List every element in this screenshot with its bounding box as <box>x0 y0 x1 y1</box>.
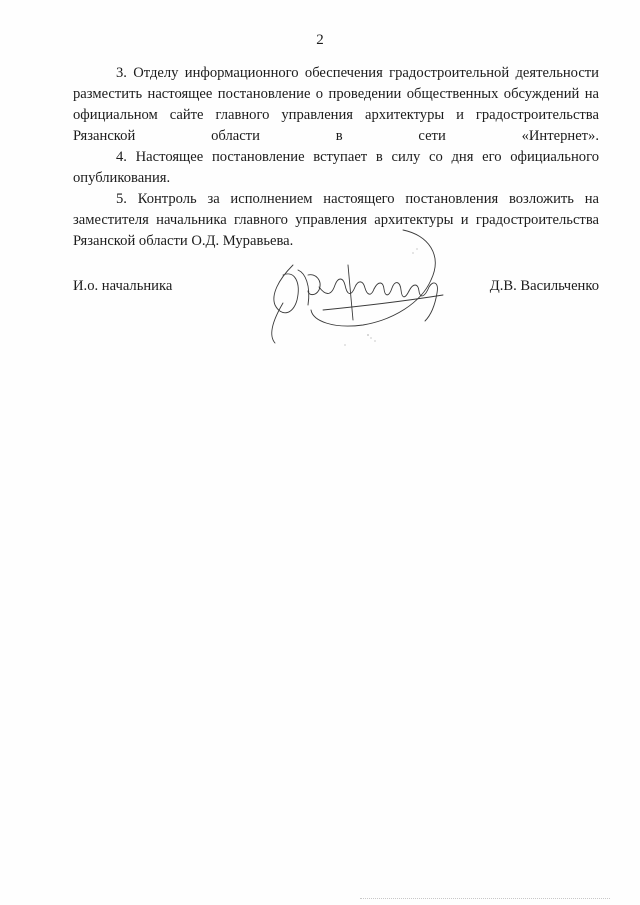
signatory-name: Д.В. Васильченко <box>489 278 599 294</box>
handwritten-signature <box>253 225 483 365</box>
signature-block <box>73 270 599 350</box>
page-number: 2 <box>316 32 324 48</box>
paragraph-5-control: 5. Контроль за исполнением настоящего постановления возложить на заместителя начальника главного управления архитектуры и градостроительства Рязанской области О.Д. Муравьева. <box>73 191 599 249</box>
signatory-role: И.о. начальника <box>73 278 173 294</box>
paragraph-4-effective-date: 4. Настоящее постановление вступает в силу со дня его официального опубликования. <box>73 149 599 186</box>
document-body <box>73 63 599 252</box>
paragraph-3-publication: 3. Отделу информационного обеспечения градостроительной деятельности разместить настоящее постановление о проведении общественных обсуждений на официальном сайте главного управления архитектуры и градостроительства Рязанской области в сети «Интернет». <box>73 65 599 144</box>
scan-artifact-line <box>360 896 610 899</box>
